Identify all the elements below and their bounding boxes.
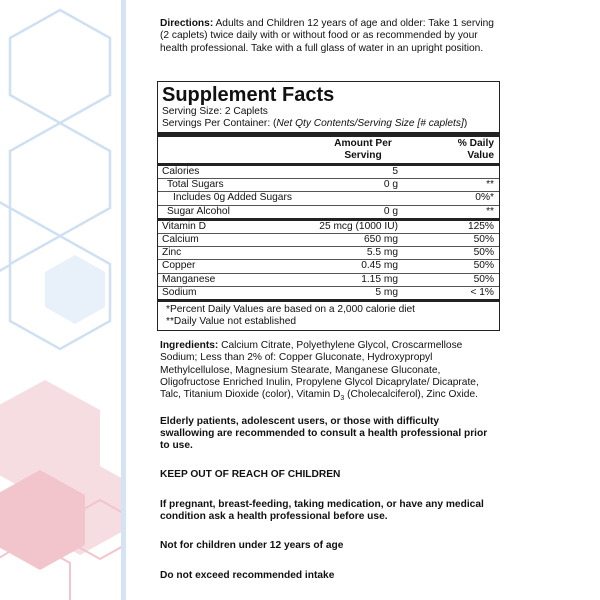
nutrient-dv: < 1% (470, 286, 494, 298)
nutrient-amount: 5 mg (375, 286, 398, 298)
label-text-block (160, 340, 495, 592)
header-amount: Amount Per Serving (334, 138, 392, 161)
facts-header (158, 137, 499, 166)
nutrient-dv: 50% (473, 273, 494, 285)
nutrient-amount: 0.45 mg (361, 260, 398, 272)
facts-row (158, 287, 499, 302)
serving-size: Serving Size: 2 Caplets (162, 106, 268, 117)
nutrient-amount: 0 g (383, 205, 398, 217)
directions-body: Adults and Children 12 years of age and older: Take 1 serving (2 caplets) twice daily with or without food or as recommended by your health professional. Take with a full glass of water in an upright position. (160, 18, 494, 54)
facts-row (158, 206, 499, 221)
warning-keep-out: KEEP OUT OF REACH OF CHILDREN (160, 469, 341, 481)
facts-row (158, 247, 499, 260)
facts-row (158, 260, 499, 273)
header-daily-value: % Daily Value (457, 138, 494, 161)
ingredients-body-end: (Cholecalciferol), Zinc Oxide. (344, 389, 478, 401)
facts-row (158, 234, 499, 247)
nutrient-name: Vitamin D (162, 220, 206, 232)
facts-title: Supplement Facts (162, 84, 335, 106)
nutrient-name: Zinc (162, 247, 182, 259)
hexagon-fill (45, 255, 105, 324)
servings-per-container-close: ) (463, 118, 468, 129)
directions-block (160, 18, 500, 55)
nutrient-dv: 0%* (475, 192, 494, 204)
footnote-not-established: **Daily Value not established (166, 315, 297, 327)
warning-children: Not for children under 12 years of age (160, 540, 344, 552)
nutrient-name: Copper (162, 260, 196, 272)
nutrient-name: Calories (162, 166, 200, 177)
nutrient-name: Sodium (162, 286, 197, 298)
nutrient-dv: 50% (473, 233, 494, 245)
nutrient-amount: 25 mcg (1000 IU) (319, 220, 398, 232)
supplement-facts-panel (157, 81, 500, 331)
facts-footnotes (158, 302, 499, 330)
nutrient-dv: 50% (473, 247, 494, 259)
warning-elderly: Elderly patients, adolescent users, or those with difficulty swallowing are recommended to consult a health professional prior to use. (160, 415, 488, 452)
directions-text (160, 18, 500, 55)
nutrient-name: Sugar Alcohol (167, 205, 230, 217)
nutrient-name: Manganese (162, 273, 216, 285)
footnote-dv: *Percent Daily Values are based on a 2,000 calorie diet (166, 303, 415, 315)
ingredients-text (160, 340, 495, 406)
servings-per-container-value: Net Qty Contents/Serving Size [# caplets] (276, 118, 464, 129)
servings-per-container (158, 118, 499, 130)
nutrient-amount: 650 mg (364, 233, 398, 245)
nutrient-amount: 5 (392, 166, 398, 177)
warning-pregnant: If pregnant, breast-feeding, taking medication, or have any medical condition ask a health professional before use. (160, 498, 484, 522)
directions-label: Directions: (160, 18, 214, 29)
nutrient-dv: ** (486, 179, 494, 191)
servings-per-container-label: Servings Per Container: ( (162, 118, 277, 129)
nutrient-name: Includes 0g Added Sugars (173, 192, 292, 204)
ingredients-subscript: 3 (340, 395, 345, 403)
ingredients-body: Calcium Citrate, Polyethylene Glycol, Croscarmellose Sodium; Less than 2% of: Copper Gluconate, Hydroxypropyl Methylcellulose, Magnesium Stearate, Manganese Gluconate, Oligofructose Enriched Inulin, Propylene Glycol Dicaprylate/ Dicaprate, Talc, Titanium Dioxide (color), Vitamin D (160, 340, 479, 401)
ingredients-label: Ingredients: (160, 340, 219, 351)
side-stripe (121, 0, 126, 600)
nutrient-name: Calcium (162, 233, 199, 245)
facts-row (158, 192, 499, 205)
hexagon-outline (10, 10, 110, 123)
nutrient-name: Total Sugars (167, 179, 224, 191)
nutrient-dv: 125% (467, 220, 494, 232)
nutrient-amount: 5.5 mg (366, 247, 398, 259)
facts-row (158, 221, 499, 234)
hexagon-outline (0, 180, 10, 293)
facts-rows (158, 166, 499, 302)
nutrient-amount: 1.15 mg (361, 273, 398, 285)
hexagon-outline (10, 123, 110, 236)
facts-row (158, 166, 499, 179)
nutrient-dv: 50% (473, 260, 494, 272)
warning-intake: Do not exceed recommended intake (160, 569, 335, 581)
nutrient-dv: ** (486, 205, 494, 217)
facts-row (158, 179, 499, 192)
facts-row (158, 274, 499, 287)
nutrient-amount: 0 g (383, 179, 398, 191)
